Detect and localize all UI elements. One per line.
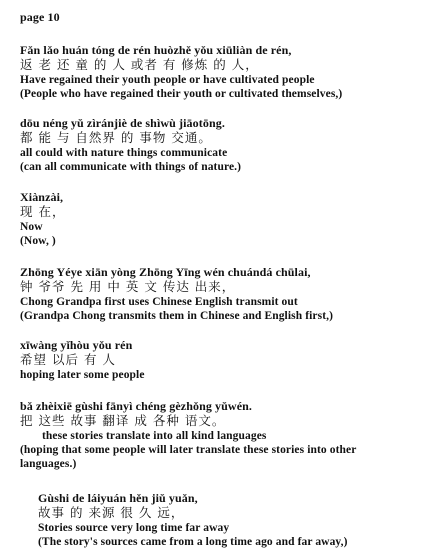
english-line-2: all could with nature things communicate — [20, 147, 228, 159]
english-line-7: Stories source very long time far away — [38, 522, 230, 534]
pinyin-line-1: Fǎn lǎo huán tóng de rén huòzhě yǒu xiūliàn de rén, — [20, 43, 292, 57]
paraphrase-line-2: (can all communicate with things of nature.) — [20, 161, 242, 173]
paraphrase-line-7: (The story's sources came from a long time ago and far away,) — [38, 536, 348, 548]
paraphrase-line-3: (Now, ) — [20, 235, 56, 247]
page-number: page 10 — [20, 10, 60, 24]
english-line-3: Now — [20, 221, 43, 233]
hanzi-line-1: 返 老 还 童 的 人 或者 有 修炼 的 人， — [20, 57, 259, 72]
paraphrase-line-1: (People who have regained their youth or cultivated themselves,) — [20, 88, 343, 100]
hanzi-line-6: 把 这些 故事 翻译 成 各种 语文。 — [20, 413, 226, 428]
english-line-5: hoping later some people — [20, 369, 145, 381]
pinyin-line-7: Gùshi de láiyuán hěn jiǔ yuǎn, — [38, 491, 198, 505]
pinyin-line-6: bǎ zhèixiē gùshi fānyì chéng gèzhǒng yǔwén. — [20, 399, 252, 413]
hanzi-line-4: 钟 爷爷 先 用 中 英 文 传达 出来， — [20, 279, 236, 294]
pinyin-line-5: xīwàng yǐhòu yǒu rén — [20, 338, 133, 352]
english-line-1: Have regained their youth people or have cultivated people — [20, 74, 315, 86]
paraphrase-line-6b: languages.) — [20, 458, 77, 470]
hanzi-line-2: 都 能 与 自然界 的 事物 交通。 — [20, 130, 212, 145]
paraphrase-line-6a: (hoping that some people will later translate these stories into other — [20, 444, 357, 456]
pinyin-line-2: dōu néng yǔ zìránjiè de shìwù jiāotōng. — [20, 116, 225, 130]
hanzi-line-5: 希望 以后 有 人 — [20, 352, 116, 367]
english-line-4: Chong Grandpa first uses Chinese English transmit out — [20, 296, 298, 308]
pinyin-line-3: Xiànzài, — [20, 190, 64, 204]
hanzi-line-3: 现 在， — [20, 204, 66, 219]
english-line-6: these stories translate into all kind languages — [42, 430, 267, 442]
pinyin-line-4: Zhōng Yéye xiān yòng Zhōng Yīng wén chuándá chūlai, — [20, 265, 311, 279]
hanzi-line-7: 故事 的 来源 很 久 远， — [38, 505, 185, 520]
paraphrase-line-4: (Grandpa Chong transmits them in Chinese and English first,) — [20, 310, 334, 322]
